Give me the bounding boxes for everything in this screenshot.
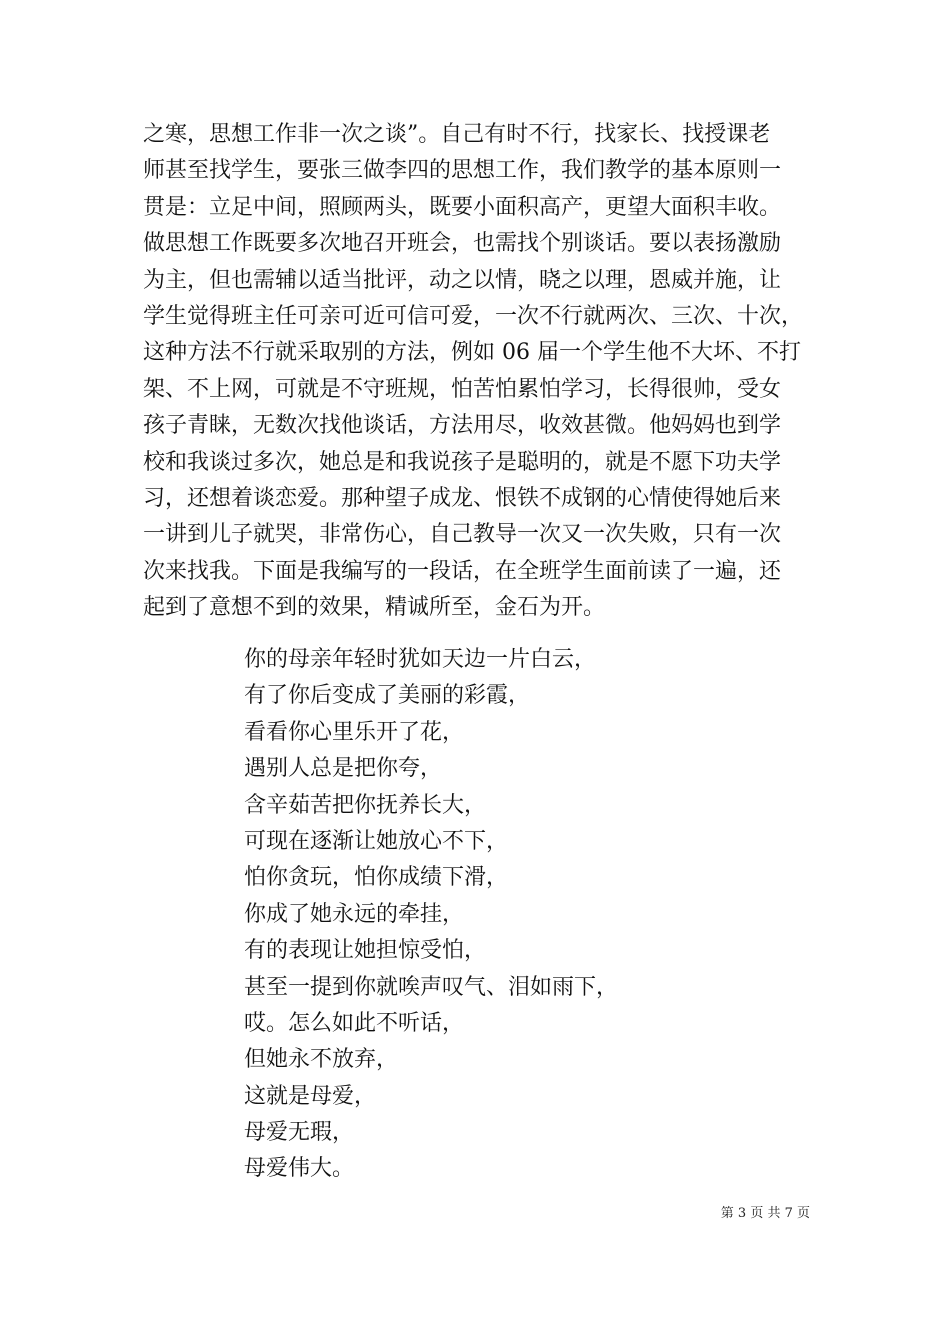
poem-line: 有的表现让她担惊受怕， [244,938,487,964]
poem [244,642,804,1188]
paragraph-line: 一讲到儿子就哭，非常伤心，自己教导一次又一次失败，只有一次 [143,522,782,548]
paragraph-line: 这种方法不行就采取别的方法，例如 06 届一个学生他不大坏、不打 [143,340,801,366]
poem-line: 怕你贪玩，怕你成绩下滑， [244,865,509,891]
poem-line: 可现在逐渐让她放心不下， [244,828,509,854]
paragraph-line: 架、不上网，可就是不守班规，怕苦怕累怕学习，长得很帅，受女 [143,376,782,402]
paragraph-line: 贯是：立足中间，照顾两头，既要小面积高产，更望大面积丰收。 [143,194,782,220]
poem-line: 这就是母爱， [244,1083,377,1109]
paragraph-line: 之寒，思想工作非一次之谈”。自己有时不行，找家长、找授课老 [143,122,771,147]
paragraph-line: 学生觉得班主任可亲可近可信可爱，一次不行就两次、三次、十次， [143,303,804,329]
poem-line: 但她永不放弃， [244,1047,399,1073]
poem-line: 甚至一提到你就唉声叹气、泪如雨下， [244,974,619,1000]
poem-line: 你成了她永远的牵挂， [244,901,465,927]
poem-line: 母爱无瑕， [244,1120,355,1146]
body-paragraph [143,117,823,626]
paragraph-line: 习，还想着谈恋爱。那种望子成龙、恨铁不成钢的心情使得她后来 [143,485,782,511]
poem-line: 哎。怎么如此不听话， [244,1010,465,1036]
paragraph-line: 做思想工作既要多次地召开班会，也需找个别谈话。要以表扬激励 [143,231,782,257]
paragraph-line: 起到了意想不到的效果，精诚所至，金石为开。 [143,595,606,621]
poem-line: 看看你心里乐开了花， [244,719,465,745]
poem-line: 你的母亲年轻时犹如天边一片白云， [244,647,597,672]
poem-line: 含辛茹苦把你抚养长大， [244,792,487,818]
poem-line: 遇别人总是把你夸， [244,756,443,782]
paragraph-line: 为主，但也需辅以适当批评，动之以情，晓之以理，恩威并施，让 [143,267,782,293]
paragraph-line: 师甚至找学生，要张三做李四的思想工作，我们教学的基本原则一 [143,158,782,184]
paragraph-line: 次来找我。下面是我编写的一段话，在全班学生面前读了一遍，还 [143,558,782,584]
poem-line: 母爱伟大。 [244,1156,355,1182]
poem-line: 有了你后变成了美丽的彩霞， [244,683,531,709]
paragraph-line: 校和我谈过多次，她总是和我说孩子是聪明的，就是不愿下功夫学 [143,449,782,475]
page-number-footer: 第 3 页 共 7 页 [720,1206,810,1221]
paragraph-line: 孩子青睐，无数次找他谈话，方法用尽，收效甚微。他妈妈也到学 [143,413,782,439]
